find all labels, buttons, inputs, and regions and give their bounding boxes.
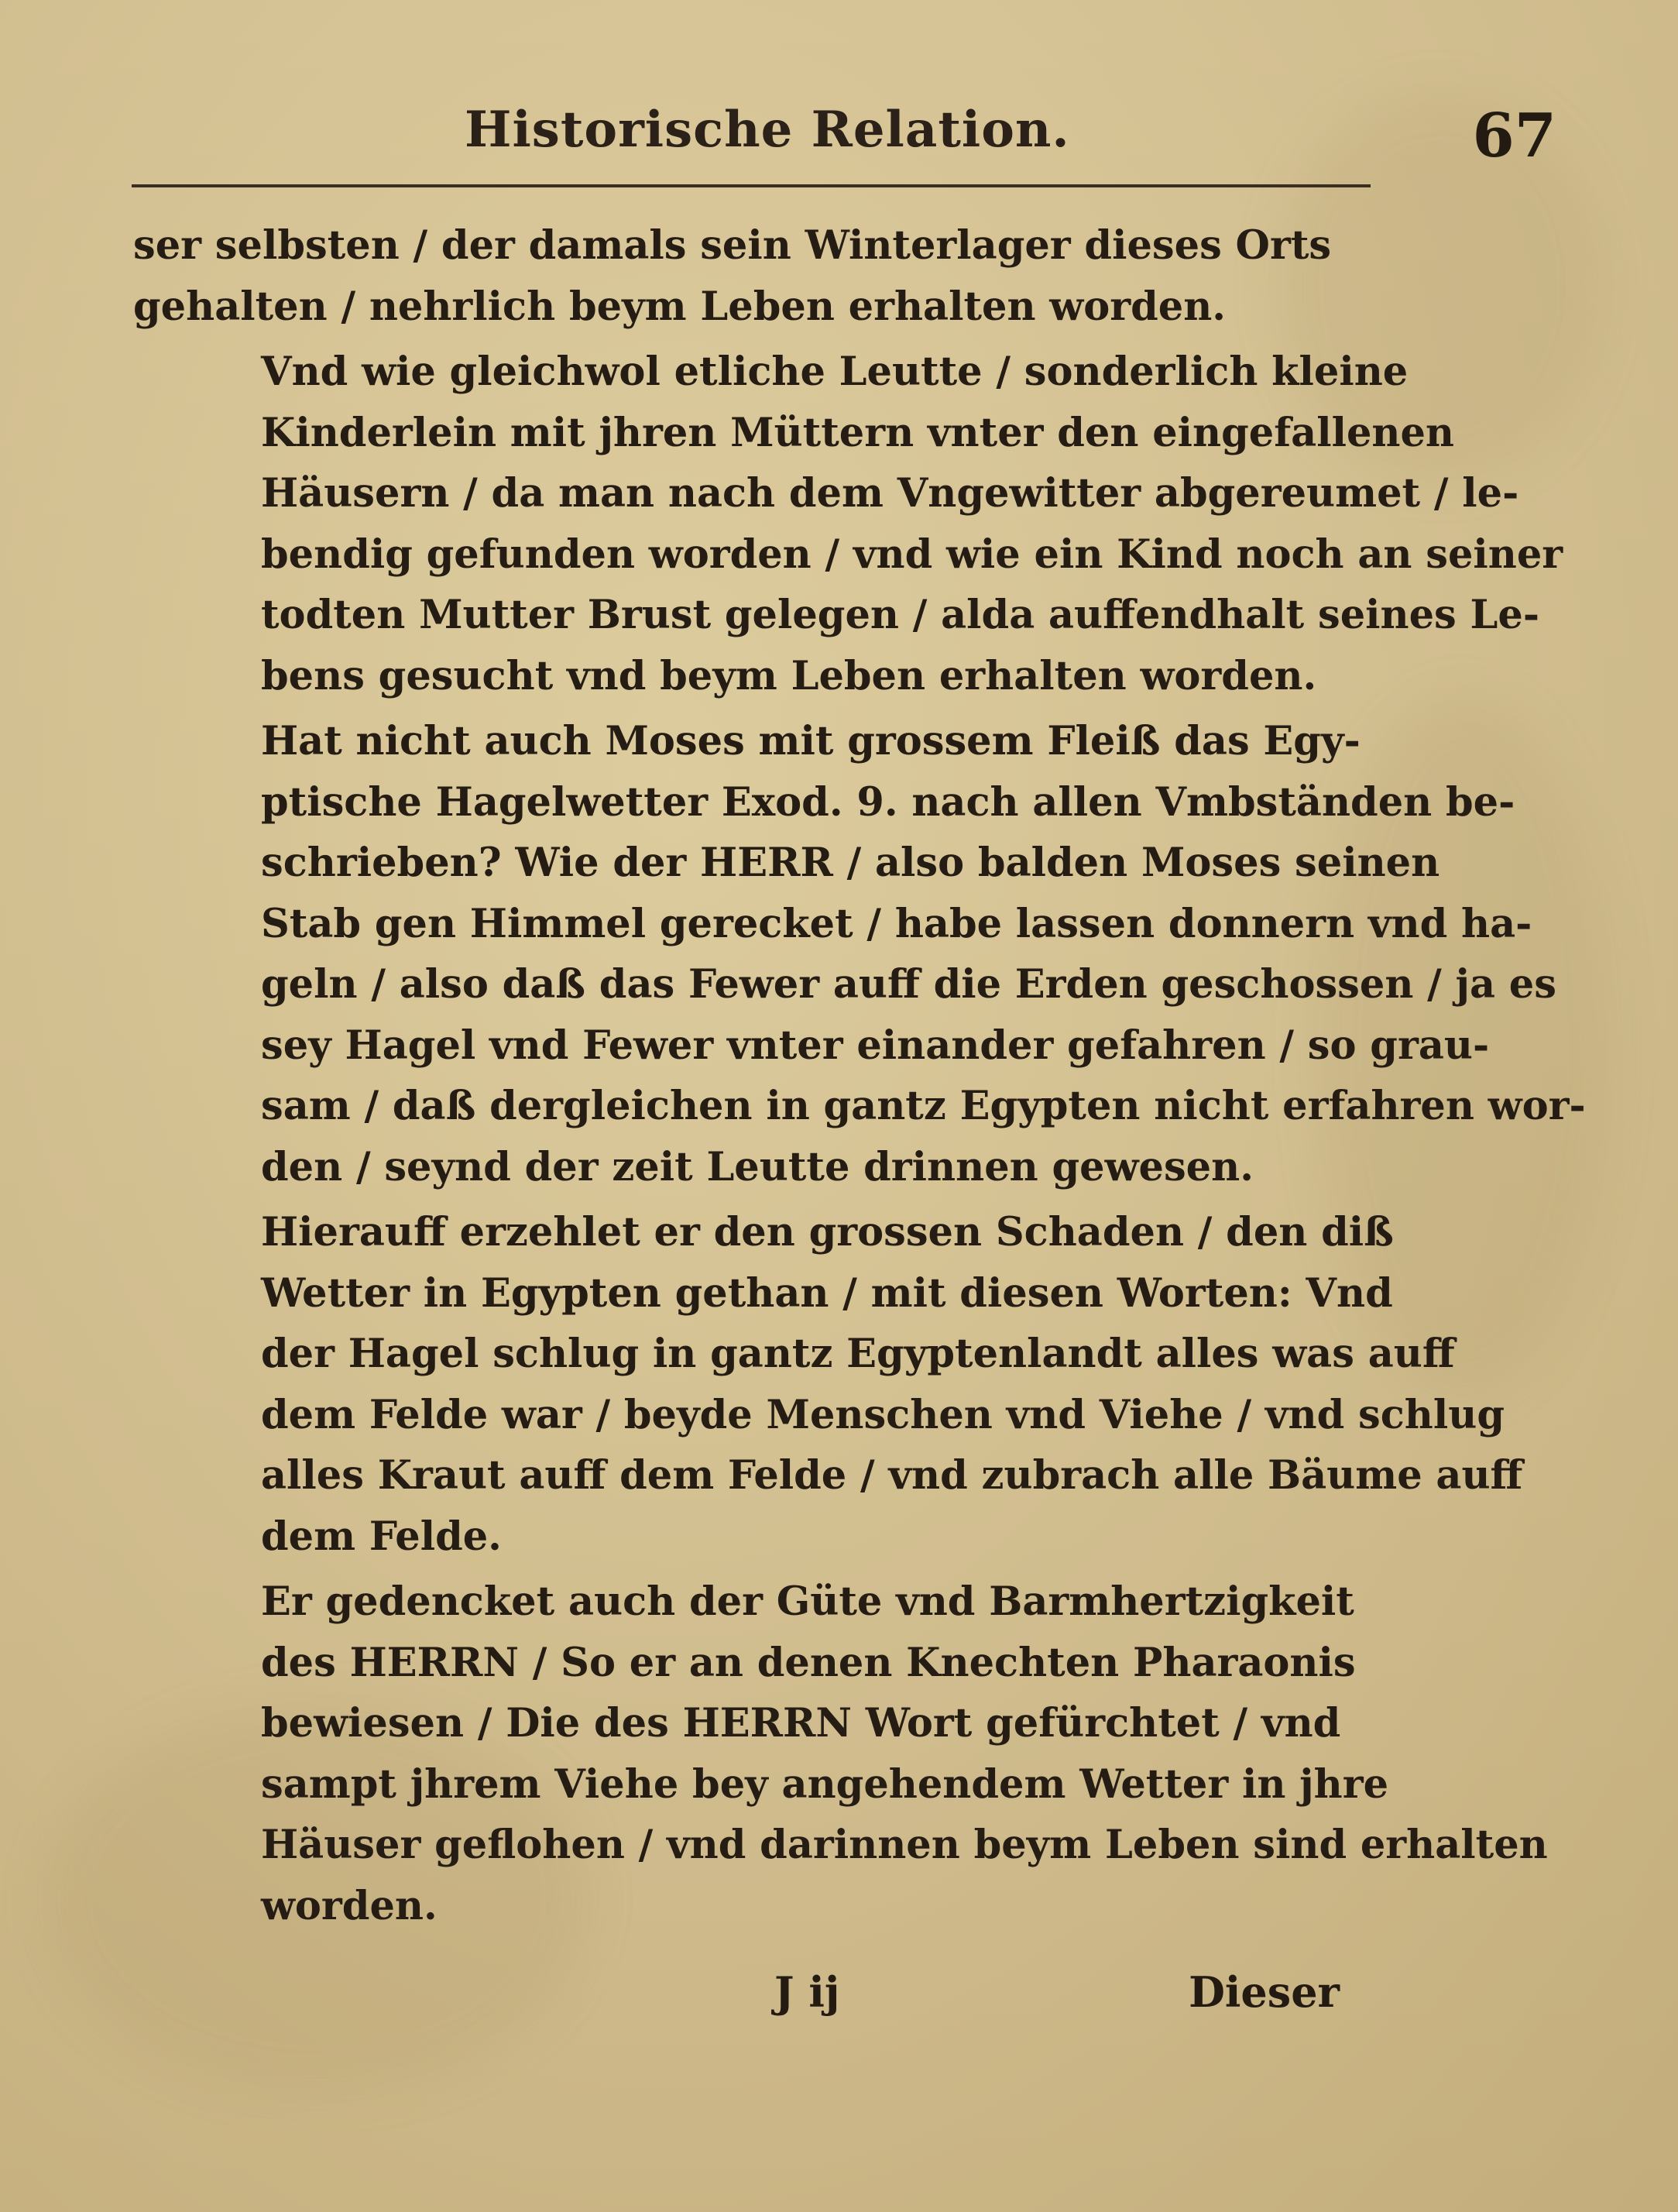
- text-line: worden.: [261, 1882, 438, 1929]
- text-line: bendig gefunden worden / vnd wie ein Kind noch an seiner: [261, 531, 1563, 578]
- text-line: gehalten / nehrlich beym Leben erhalten worden.: [133, 283, 1227, 330]
- text-line: Stab gen Himmel gerecket / habe lassen donnern vnd ha-: [261, 900, 1532, 947]
- text-line: dem Felde war / beyde Menschen vnd Viehe / vnd schlug: [261, 1391, 1505, 1438]
- header-rule: [132, 184, 1371, 187]
- text-line: sam / daß dergleichen in gantz Egypten nicht erfahren wor-: [261, 1083, 1586, 1129]
- body-text: [133, 215, 1586, 1936]
- text-line: alles Kraut auff dem Felde / vnd zubrach alle Bäume auff: [261, 1452, 1523, 1499]
- text-line: Kinderlein mit jhren Müttern vnter den eingefallenen: [261, 409, 1455, 456]
- page-number: 67: [1472, 101, 1556, 171]
- paragraph: [133, 1202, 1523, 1567]
- catchword: Dieser: [1189, 1967, 1340, 2017]
- text-line: sampt jhrem Viehe bey angehendem Wetter in jhre: [261, 1760, 1389, 1808]
- running-title: Historische Relation.: [465, 101, 1070, 159]
- text-line: der Hagel schlug in gantz Egyptenlandt alles was auff: [261, 1331, 1455, 1377]
- paragraph: [133, 215, 1332, 337]
- paragraph: [133, 711, 1586, 1197]
- paragraph: [133, 342, 1563, 706]
- text-line: des HERRN / So er an denen Knechten Pharaonis: [261, 1639, 1356, 1686]
- page-footer: [132, 1967, 1340, 2037]
- text-line: Häuser geflohen / vnd darinnen beym Leben sind erhalten: [261, 1822, 1548, 1868]
- paragraph: [133, 1571, 1548, 1936]
- text-line: bens gesucht vnd beym Leben erhalten worden.: [261, 652, 1317, 699]
- text-line: Vnd wie gleichwol etliche Leutte / sonderlich kleine: [261, 349, 1409, 395]
- text-line: todten Mutter Brust gelegen / alda auffendhalt seines Le-: [261, 592, 1540, 638]
- text-line: bewiesen / Die des HERRN Wort gefürchtet / vnd: [261, 1700, 1341, 1747]
- text-line: den / seynd der zeit Leutte drinnen gewesen.: [261, 1143, 1254, 1190]
- running-header: [132, 101, 1556, 178]
- text-line: geln / also daß das Fewer auff die Erden geschossen / ja es: [261, 961, 1556, 1008]
- text-line: Hierauff erzehlet er den grossen Schaden / den diß: [261, 1209, 1394, 1255]
- text-line: sey Hagel vnd Fewer vnter einander gefahren / so grau-: [261, 1022, 1490, 1069]
- text-line: Hat nicht auch Moses mit grossem Fleiß das Egy-: [261, 718, 1361, 764]
- text-line: Er gedencket auch der Güte vnd Barmhertzigkeit: [261, 1578, 1354, 1625]
- text-line: Wetter in Egypten gethan / mit diesen Worten: Vnd: [261, 1269, 1393, 1317]
- text-line: schrieben? Wie der HERR / also balden Moses seinen: [261, 840, 1440, 886]
- text-line: Häusern / da man nach dem Vngewitter abgereumet / le-: [261, 470, 1519, 517]
- text-line: dem Felde.: [261, 1513, 502, 1560]
- text-line: ser selbsten / der damals sein Winterlager dieses Orts: [133, 222, 1332, 269]
- text-line: ptische Hagelwetter Exod. 9. nach allen Vmbständen be-: [261, 778, 1515, 826]
- signature-mark: J ij: [774, 1967, 840, 2017]
